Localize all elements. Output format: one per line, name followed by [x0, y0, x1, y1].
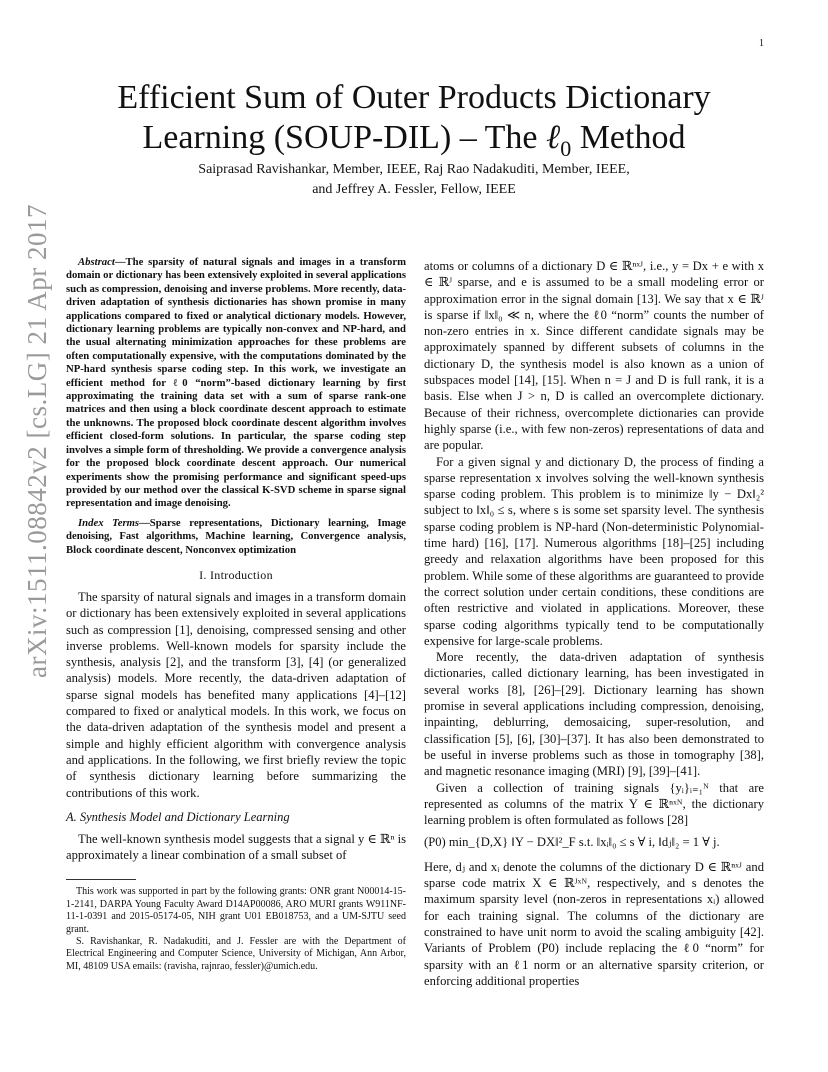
index-terms: [66, 517, 406, 557]
right-column: [424, 258, 764, 989]
ell-symbol: ℓ: [546, 119, 561, 156]
section-heading-introduction: I. Introduction: [199, 567, 273, 582]
introduction-paragraph: The sparsity of natural signals and images in a transform domain or dictionary has been extensively exploited in several applications such as compression [1], denoising, compressed sensing and other inverse problems. Well-known models for sparsity include the synthesis, analysis [2], and the transform [3], [4] (or generalized analysis) models. More recently, the data-driven adaptation of sparse signal models has benefited many applications [4]–[12] compared to fixed or analytical models. In this work, we focus on the data-driven adaptation of the synthesis model and present a simple and highly efficient algorithm with convergence analysis and applications. In the following, we first briefly review the topic of synthesis dictionary learning before summarizing the contributions of this work.: [66, 589, 406, 800]
right-paragraph-1: atoms or columns of a dictionary D ∈ ℝⁿˣᴶ, i.e., y = Dx + e with x ∈ ℝᴶ sparse, and e is assumed to be a small modeling error or approximation error in the signal domain [13]. We say that x ∈ ℝᴶ is sparse if ‖x‖₀ ≪ n, where the ℓ0 “norm” counts the number of non-zero entries in x. Since different candidate signals may be approximately spanned by different subsets of columns in the dictionary D, the synthesis model is also known as a union of subspaces model [14], [15]. When n = J and D is full rank, it is a basis. Else when J > n, D is called an overcomplete dictionary. Because of their richness, overcomplete dictionaries can provide highly sparse (i.e., with few non-zeros) representations of data and are popular.: [424, 259, 764, 453]
authors-line-1: Saiprasad Ravishankar, Member, IEEE, Raj Rao Nadakuditi, Member, IEEE,: [198, 162, 630, 177]
footnote-divider: [66, 879, 136, 880]
equation-p0: (P0) min_{D,X} ‖Y − DX‖²_F s.t. ‖xᵢ‖₀ ≤ s ∀ i, ‖dⱼ‖₂ = 1 ∀ j.: [424, 835, 720, 850]
subsection-heading-synthesis-model: A. Synthesis Model and Dictionary Learning: [66, 809, 290, 824]
left-column: [66, 256, 406, 973]
index-terms-lead: Index Terms: [78, 516, 140, 529]
author-list: [60, 160, 768, 200]
title-line-2-suffix: Method: [571, 119, 686, 156]
title-line-2-prefix: Learning (SOUP-DIL) – The: [142, 119, 547, 156]
right-paragraph-2: For a given signal y and dictionary D, the process of finding a sparse representation x involves solving the well-known synthesis sparse coding problem. This problem is to minimize ‖y − Dx‖₂² subject to ‖x‖₀ ≤ s, where s is some set sparsity level. The synthesis sparse coding problem is NP-hard (Non-deterministic Polynomial-time hard) [16], [17]. Numerous algorithms [18]–[25] including greedy and relaxation algorithms have been proposed for this problem. While some of these algorithms are guaranteed to provide the correct solution under certain conditions, these conditions are often restrictive and violated in applications. Moreover, these sparse coding algorithms typically tend to be computationally expensive for large-scale problems.: [424, 454, 764, 648]
ell-subscript: 0: [560, 135, 572, 161]
right-paragraph-3: More recently, the data-driven adaptation of synthesis dictionaries, called dictionary learning, has been investigated in several works [8], [26]–[29]. Dictionary learning has shown promise in several applications including compression, denoising, inpainting, deblurring, demosaicing, super-resolution, and classification [5], [6], [30]–[37]. It has also been demonstrated to be useful in inverse problems such as those in tomography [38], and magnetic resonance imaging (MRI) [9], [39]–[41].: [424, 650, 764, 779]
abstract: [66, 256, 406, 511]
title-line-1: Efficient Sum of Outer Products Dictionary: [117, 79, 711, 116]
index-terms-text: —Sparse representations, Dictionary learning, Image denoising, Fast algorithms, Machine learning, Convergence analysis, Block coordinate descent, Nonconvex optimization: [66, 516, 406, 556]
abstract-text: —The sparsity of natural signals and images in a transform domain or dictionary has been extensively exploited in several applications such as compression, denoising and inverse problems. More recently, data-driven adaptation of synthesis dictionaries has shown promise in many applications compared to fixed or analytical dictionary models. However, dictionary learning problems are typically non-convex and NP-hard, and the usual alternating minimization approaches for these problems are often computationally expensive, with the computations dominated by the NP-hard synthesis sparse coding step. In this work, we investigate an efficient method for ℓ0 “norm”-based dictionary learning by first approximating the training data set with a sum of sparse rank-one matrices and then using a block coordinate descent approach to estimate the unknowns. The proposed block coordinate descent algorithm involves efficient closed-form solutions. In particular, the sparse coding step involves a simple form of thresholding. We provide a convergence analysis for the proposed block coordinate descent approach. Our numerical experiments show the promising performance and significant speed-ups provided by our method over the classical K-SVD scheme in sparse signal representation and image denoising.: [66, 256, 406, 510]
abstract-lead: Abstract: [78, 256, 115, 268]
footnote-funding: This work was supported in part by the following grants: ONR grant N00014-15-1-2141, DARPA Young Faculty Award D14AP00086, ARO MURI grants W911NF-11-1-0391 and 2015-05174-05, NIH grant U01 EB018753, and a UM-SJTU seed grant.: [66, 886, 406, 935]
right-paragraph-4: Given a collection of training signals {yᵢ}ᵢ₌₁ᴺ that are represented as columns of the matrix Y ∈ ℝⁿˣᴺ, the dictionary learning problem is often formulated as follows [28]: [424, 780, 764, 828]
page-number: 1: [759, 38, 764, 49]
paper-title: [60, 78, 768, 169]
arxiv-identifier-stamp: arXiv:1511.08842v2 [cs.LG] 21 Apr 2017: [22, 204, 52, 678]
authors-line-2: and Jeffrey A. Fessler, Fellow, IEEE: [312, 182, 516, 197]
footnote-affiliation: S. Ravishankar, R. Nadakuditi, and J. Fessler are with the Department of Electrical Engineering and Computer Science, University of Michigan, Ann Arbor, MI, 48109 USA emails: (ravisha, rajnrao, fessler)@umich.edu.: [66, 936, 406, 972]
synthesis-model-paragraph: The well-known synthesis model suggests that a signal y ∈ ℝⁿ is approximately a linear combination of a small subset of: [66, 831, 406, 863]
right-paragraph-5: Here, dⱼ and xᵢ denote the columns of the dictionary D ∈ ℝⁿˣᴶ and sparse code matrix X ∈ ℝᴶˣᴺ, respectively, and s denotes the maximum sparsity level (non-zeros in representations xᵢ) allowed for each training signal. The columns of the dictionary are constrained to have unit norm to avoid the scaling ambiguity [42]. Variants of Problem (P0) include replacing the ℓ0 “norm” for sparsity with an ℓ1 norm or an alternative sparsity criterion, or enforcing additional properties: [424, 859, 764, 988]
